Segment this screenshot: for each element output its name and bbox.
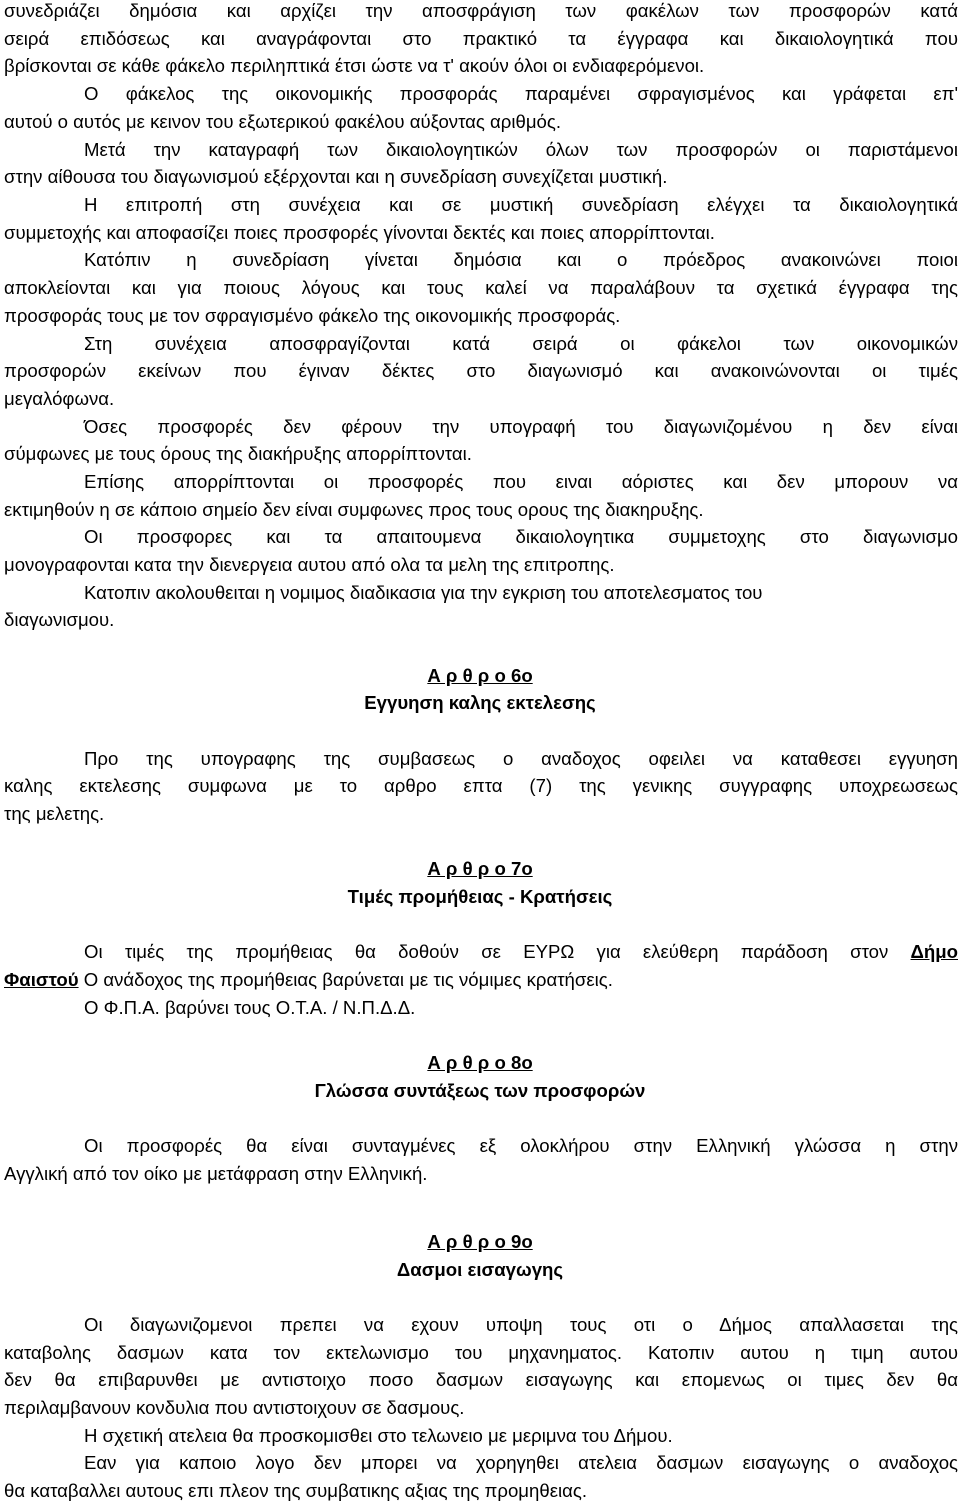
article-8-number — [0, 1052, 960, 1074]
text-line: καλης εκτελεσης συμφωνα με το αρθρο επτα (7) της γενικης συγγραφης υποχρεωσεως — [4, 775, 958, 796]
text-line: συνεδριάζει δημόσια και αρχίζει την αποσφράγιση των φακέλων των προσφορών κατά — [4, 0, 958, 21]
text-line: Οι προσφορες και τα απαιτουμενα δικαιολογητικα συμμετοχης στο διαγωνισμο — [84, 526, 958, 547]
text-line: Η επιτροπή στη συνέχεια και σε μυστική συνεδρίαση ελέγχει τα δικαιολογητικά — [84, 194, 958, 215]
text-line: Μετά την καταγραφή των δικαιολογητικών όλων των προσφορών οι παριστάμενοι — [84, 139, 958, 160]
article-9-title: Δασμοι εισαγωγης — [396, 1259, 564, 1280]
article-9-number — [0, 1231, 960, 1253]
text-line: Οι διαγωνιζομενοι πρεπει να εχουν υποψη τους οτι ο Δήμος απαλλασεται της — [84, 1314, 958, 1335]
article-number-text: Α ρ θ ρ ο 7ο — [427, 858, 533, 879]
text-fragment: Οι τιμές της προμήθειας θα δοθούν σε ΕΥΡΩ για ελεύθερη παράδοση στον — [84, 941, 889, 962]
text-line: Κατοπιν ακολουθειται η νομιμος διαδικασια για την εγκριση του αποτελεσματος του — [84, 582, 763, 603]
article-7-number — [0, 858, 960, 880]
article-number-text: Α ρ θ ρ ο 8ο — [427, 1052, 533, 1073]
text-line: προσφοράς τους με τον σφραγισμένο φάκελο της οικονομικής προσφοράς. — [4, 305, 621, 326]
article-7-title: Τιμές προμήθειας - Κρατήσεις — [347, 886, 613, 907]
text-line: θα καταβαλλει αυτους επι πλεον της συμβατικης αξιας της προμηθειας. — [4, 1480, 587, 1501]
text-line: Ο φάκελος της οικονομικής προσφοράς παραμένει σφραγισμένος και γράφεται επ' — [84, 83, 958, 104]
text-line: Προ της υπογραφης της συμβασεως ο αναδοχος οφειλει να καταθεσει εγγυηση — [84, 748, 958, 769]
text-line: διαγωνισμου. — [4, 609, 115, 630]
text-line: Εαν για καποιο λογο δεν μπορει να χορηγηθει ατελεια δασμων εισαγωγης ο αναδοχος — [84, 1452, 958, 1473]
article-8-title: Γλώσσα συντάξεως των προσφορών — [314, 1080, 646, 1101]
text-line: της μελετης. — [4, 803, 105, 824]
municipality-name: Δήμο — [910, 941, 958, 962]
text-line: συμμετοχής και αποφασίζει ποιες προσφορές γίνονται δεκτές και ποιες απορρίπτονται. — [4, 222, 715, 243]
article-6-title: Εγγυηση καλης εκτελεσης — [364, 692, 596, 713]
text-fragment: Ο ανάδοχος της προμήθειας βαρύνεται με τις νόμιμες κρατήσεις. — [78, 969, 613, 990]
text-line: Οι προσφορές θα είναι συνταγμένες εξ ολοκλήρου στην Ελληνική γλώσσα η στην — [84, 1135, 958, 1156]
text-line: εκτιμηθούν η σε κάποιο σημείο δεν είναι συμφωνες προς τους ορους της διακηρυξης. — [4, 499, 704, 520]
municipality-name: Φαιστού — [4, 969, 79, 990]
text-line: Αγγλική από τον οίκο με μετάφραση στην Ελληνική. — [4, 1163, 428, 1184]
text-line: σειρά επιδόσεως και αναγράφονται στο πρακτικό τα έγγραφα και δικαιολογητικά που — [4, 28, 958, 49]
text-line: δεν θα επιβαρυνθει με αντιστοιχο ποσο δασμων εισαγωγης και επομενως οι τιμες δεν θα — [4, 1369, 958, 1390]
article-number-text: Α ρ θ ρ ο 9ο — [427, 1231, 533, 1252]
text-line — [4, 969, 958, 991]
text-line: μεγαλόφωνα. — [4, 388, 115, 409]
text-line: Ο Φ.Π.Α. βαρύνει τους Ο.Τ.Α. / Ν.Π.Δ.Δ. — [84, 997, 416, 1018]
text-line: σύμφωνες με τους όρους της διακήρυξης απορρίπτονται. — [4, 443, 472, 464]
text-line: βρίσκονται σε κάθε φάκελο περιληπτικά έτσι ώστε να τ' ακούν όλοι οι ενδιαφερόμενοι. — [4, 55, 705, 76]
text-line: Επίσης απορρίπτονται οι προσφορές που ειναι αόριστες και δεν μπορουν να — [84, 471, 958, 492]
text-line: μονογραφονται κατα την διενεργεια αυτου από ολα τα μελη της επιτροπης. — [4, 554, 615, 575]
text-line: Κατόπιν η συνεδρίαση γίνεται δημόσια και ο πρόεδρος ανακοινώνει ποιοι — [84, 249, 958, 270]
text-line: καταβολης δασμων κατα τον εκτελωνισμο του μηχανηματος. Κατοπιν αυτου η τιμη αυτου — [4, 1342, 958, 1363]
text-line: Η σχετική ατελεια θα προσκομισθει στο τελωνειο με μεριμνα του Δήμου. — [84, 1425, 673, 1446]
article-number-text: Α ρ θ ρ ο 6ο — [427, 665, 533, 686]
text-line: αποκλείονται και για ποιους λόγους και τους καλεί να παραλάβουν τα σχετικά έγγραφα της — [4, 277, 958, 298]
text-line — [84, 941, 958, 963]
text-line: στην αίθουσα του διαγωνισμού εξέρχονται και η συνεδρίαση συνεχίζεται μυστική. — [4, 166, 668, 187]
text-line: Όσες προσφορές δεν φέρουν την υπογραφή του διαγωνιζομένου η δεν είναι — [84, 416, 958, 437]
text-line: περιλαμβανουν κονδυλια που αντιστοιχουν σε δασμους. — [4, 1397, 465, 1418]
text-line: προσφορών εκείνων που έγιναν δέκτες στο διαγωνισμό και ανακοινώνονται οι τιμές — [4, 360, 958, 381]
article-6-number — [0, 665, 960, 687]
text-line: αυτού ο αυτός με κεινον του εξωτερικού φακέλου αύξοντας αριθμός. — [4, 111, 562, 132]
text-line: Στη συνέχεια αποσφραγίζονται κατά σειρά οι φάκελοι των οικονομικών — [84, 333, 958, 354]
